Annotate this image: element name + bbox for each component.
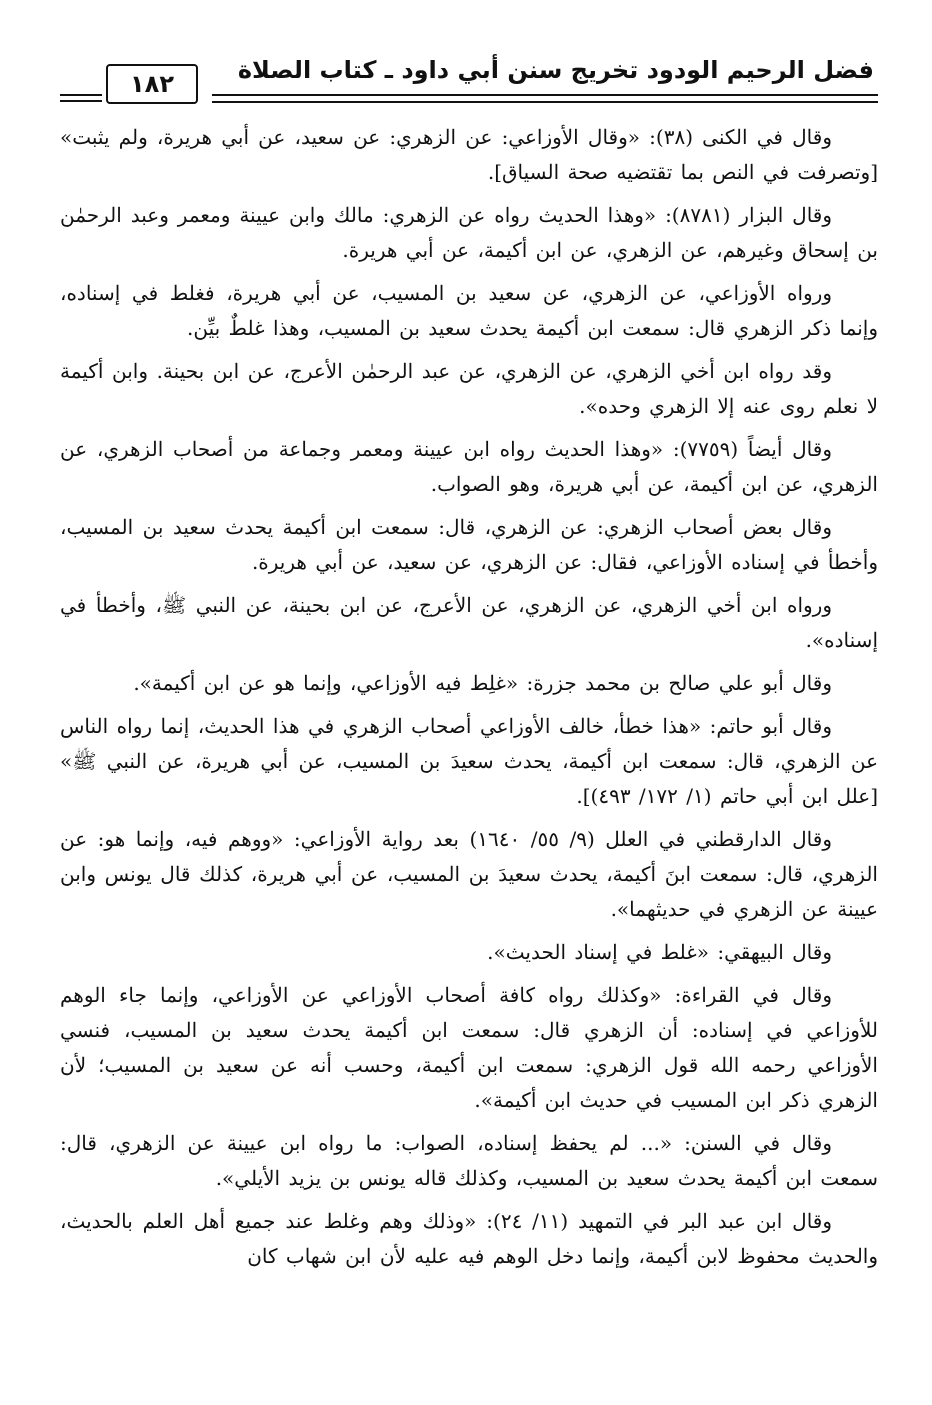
header-rule: [212, 101, 878, 103]
header-rule: [212, 94, 878, 96]
paragraph: وقال الدارقطني في العلل (٩/ ٥٥/ ١٦٤٠) بعد رواية الأوزاعي: «ووهم فيه، وإنما هو: عن الزهري، قال: سمعت ابنَ أكيمة، يحدث سعيدَ بن المسيب، عن أبي هريرة، كذلك قال يونس وابن عيينة عن الزهري في حديثهما».: [60, 827, 878, 921]
paragraph: وقال البيهقي: «غلط في إسناد الحديث».: [487, 940, 832, 964]
paragraph: وقال أيضاً (٧٧٥٩): «وهذا الحديث رواه ابن عيينة ومعمر وجماعة من أصحاب الزهري، عن الزهري، عن ابن أكيمة، عن أبي هريرة، وهو الصواب.: [60, 437, 878, 496]
header-rule: [60, 94, 102, 102]
page-number: ١٨٢: [106, 64, 198, 104]
paragraph: وقال في القراءة: «وكذلك رواه كافة أصحاب الأوزاعي عن الأوزاعي، وإنما جاء الوهم للأوزاعي في إسناده: أن الزهري قال: سمعت ابن أكيمة يحدث سعيد بن المسيب، فنسي الأوزاعي رحمه الله قول الزهري: سمعت ابن أكيمة، وحسب أنه عن سعيد بن المسيب؛ لأن الزهري ذكر ابن المسيب في حديث ابن أكيمة».: [60, 983, 878, 1112]
paragraph: وقال ابن عبد البر في التمهيد (١١/ ٢٤): «وذلك وهم وغلط عند جميع أهل العلم بالحديث، والحديث محفوظ لابن أكيمة، وإنما دخل الوهم فيه عليه لأن ابن شهاب كان: [60, 1209, 878, 1268]
paragraph: ورواه ابن أخي الزهري، عن الزهري، عن الأعرج، عن ابن بحينة، عن النبي ﷺ، وأخطأ في إسناده».: [60, 593, 878, 652]
paragraph: وقد رواه ابن أخي الزهري، عن الزهري، عن عبد الرحمٰن الأعرج، عن ابن بحينة. وابن أكيمة لا نعلم روى عنه إلا الزهري وحده».: [60, 359, 878, 418]
paragraph: وقال أبو علي صالح بن محمد جزرة: «غلِط فيه الأوزاعي، وإنما هو عن ابن أكيمة».: [133, 671, 832, 695]
paragraph: وقال في الكنى (٣٨): «وقال الأوزاعي: عن الزهري: عن سعيد، عن أبي هريرة، ولم يثبت» [وتصرفت في النص بما تقتضيه صحة السياق].: [60, 125, 878, 184]
paragraph: وقال أبو حاتم: «هذا خطأ، خالف الأوزاعي أصحاب الزهري في هذا الحديث، إنما رواه الناس عن الزهري، قال: سمعت ابن أكيمة، يحدث سعيدَ بن المسيب، عن أبي هريرة، عن النبي ﷺ» [علل ابن أبي حاتم (١/ ١٧٢/ ٤٩٣)].: [60, 714, 878, 808]
paragraph: وقال البزار (٨٧٨١): «وهذا الحديث رواه عن الزهري: مالك وابن عيينة ومعمر وعبد الرحمٰن بن إسحاق وغيرهم، عن الزهري، عن ابن أكيمة، عن أبي هريرة.: [60, 203, 878, 262]
page-body: [60, 120, 878, 1282]
paragraph: ورواه الأوزاعي، عن الزهري، عن سعيد بن المسيب، عن أبي هريرة، فغلط في إسناده، وإنما ذكر الزهري قال: سمعت ابن أكيمة يحدث سعيد بن المسيب، وهذا غلطٌ بيِّن.: [60, 281, 878, 340]
running-title: فضل الرحيم الودود تخريج سنن أبي داود ـ كتاب الصلاة: [237, 56, 874, 84]
page-header: [60, 48, 878, 108]
paragraph: وقال في السنن: «... لم يحفظ إسناده، الصواب: ما رواه ابن عيينة عن الزهري، قال: سمعت ابن أكيمة يحدث سعيد بن المسيب، وكذلك قاله يونس بن يزيد الأيلي».: [60, 1131, 878, 1190]
paragraph: وقال بعض أصحاب الزهري: عن الزهري، قال: سمعت ابن أكيمة يحدث سعيد بن المسيب، وأخطأ في إسناده الأوزاعي، فقال: عن الزهري، عن سعيد، عن أبي هريرة.: [60, 515, 878, 574]
document-page: [60, 40, 878, 1380]
